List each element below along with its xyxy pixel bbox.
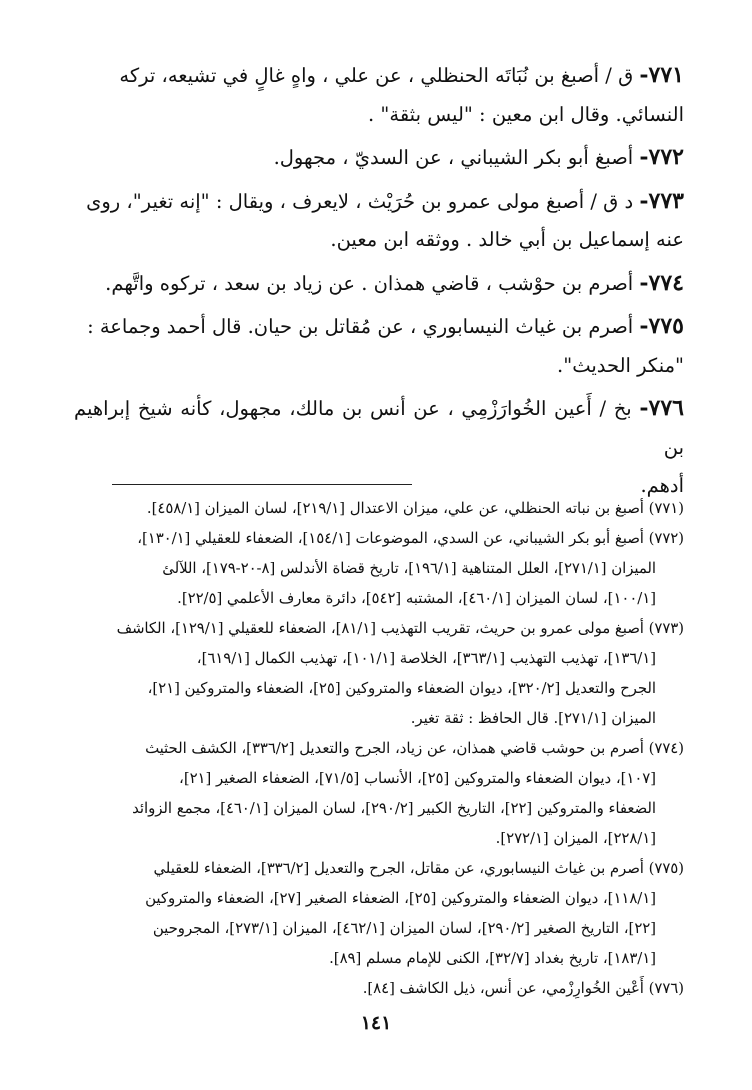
entry-line <box>74 138 684 178</box>
entries-list <box>74 56 684 510</box>
entry-text: أصبغ أبو بكر الشيباني ، عن السديّ ، مجهول. <box>273 146 634 169</box>
footnote <box>82 524 684 614</box>
entry-text: أصرم بن حوْشب ، قاضي همذان . عن زياد بن سعد ، تركوه واتَّهم. <box>105 271 634 295</box>
entry-number: ٧٧٦- <box>639 395 684 421</box>
entry-text: د ق / أصبغ مولى عمرو بن حُرَيْث ، لايعرف ، ويقال : "إنه تغير"، روى <box>86 189 634 213</box>
entry-line <box>74 307 684 347</box>
footnote <box>82 854 684 974</box>
narrator-entry <box>74 389 684 506</box>
entry-text: ق / أصبغ بن نُبَاتَه الحنظلي ، عن علي ، واهٍ غالٍ في تشيعه، تركه <box>119 64 634 87</box>
entry-line <box>74 221 684 260</box>
entry-text: عنه إسماعيل بن أبي خالد . ووثقه ابن معين. <box>330 228 684 251</box>
narrator-entry <box>74 307 684 385</box>
entry-line <box>74 96 684 135</box>
entry-text: أصرم بن غياث النيسابوري ، عن مُقاتل بن حيان. قال أحمد وجماعة : <box>87 315 634 338</box>
footnote-line: [١٠٠/١]، لسان الميزان [٤٦٠/١]، المشتبه [٥٤٢]، دائرة معارف الأعلمي [٢٢/٥]. <box>177 590 656 607</box>
footnote-line: الميزان [٢٧١/١]، العلل المتناهية [١٩٦/١]، تاريخ قضاة الأندلس [٨-٢٠-١٧٩]، اللآلئ <box>162 560 656 577</box>
footnote-line: (٧٧٢) أصبغ أبو بكر الشيباني، عن السدي، الموضوعات [١٥٤/١]، الضعفاء للعقيلي [١٣٠/١]، <box>137 530 684 547</box>
entry-number: ٧٧٤- <box>639 269 684 296</box>
entry-line <box>74 389 684 467</box>
footnote <box>82 734 684 854</box>
footnote <box>82 614 684 734</box>
entry-line <box>74 56 684 96</box>
entry-number: ٧٧٥- <box>639 313 684 339</box>
entry-text: أدهم. <box>640 474 684 497</box>
entry-number: ٧٧١- <box>639 62 684 88</box>
footnote-line: [١١٨/١]، ديوان الضعفاء والمتروكين [٢٥]، الضعفاء الصغير [٢٧]، الضعفاء والمتروكين <box>145 890 656 907</box>
entry-text: النسائي. وقال ابن معين : "ليس بثقة" . <box>368 102 684 126</box>
footnote-line: [٢٢]، التاريخ الصغير [٢٩٠/٢]، لسان الميزان [٤٦٢/١]، الميزان [٢٧٣/١]، المجروحين <box>152 920 656 937</box>
footnote-line: (٧٧٥) أصرم بن غياث النيسابوري، عن مقاتل، الجرح والتعديل [٣٣٦/٢]، الضعفاء للعقيلي <box>153 860 684 877</box>
footnote-line: (٧٧٤) أصرم بن حوشب قاضي همذان، عن زياد، الجرح والتعديل [٣٣٦/٢]، الكشف الحثيث <box>145 740 684 757</box>
footnotes-list <box>82 494 684 1004</box>
narrator-entry <box>74 56 684 134</box>
footnote-line: [١٨٣/١]، تاريخ بغداد [٣٢/٧]، الكنى للإمام مسلم [٨٩]. <box>329 950 656 967</box>
footnote-line: الضعفاء والمتروكين [٢٢]، التاريخ الكبير [٢٩٠/٢]، لسان الميزان [٤٦٠/١]، مجمع الزوائد <box>132 800 656 817</box>
narrator-entry <box>74 264 684 304</box>
entry-text: بخ / أَعين الخُوارَزْمِي ، عن أنس بن مالك، مجهول، كأنه شيخ إبراهيم بن <box>74 397 684 459</box>
footnote-line: [١٣٦/١]، تهذيب التهذيب [٣٦٣/١]، الخلاصة [١٠١/١]، تهذيب الكمال [٦١٩/١]، <box>196 650 656 667</box>
footnote <box>82 494 684 524</box>
entry-number: ٧٧٣- <box>639 187 684 214</box>
entry-line <box>74 264 684 304</box>
footnote <box>82 974 684 1004</box>
entry-line <box>74 347 684 386</box>
entry-number: ٧٧٢- <box>639 144 684 170</box>
footnote-line: [١٠٧]، ديوان الضعفاء والمتروكين [٢٥]، الأنساب [٧١/٥]، الضعفاء الصغير [٢١]، <box>179 770 656 787</box>
footnote-separator <box>112 484 412 485</box>
footnote-line: (٧٧٣) أصبغ مولى عمرو بن حريث، تقريب التهذيب [٨١/١]، الضعفاء للعقيلي [١٢٩/١]، الكاشف <box>116 620 684 637</box>
footnote-line: الجرح والتعديل [٣٢٠/٢]، ديوان الضعفاء والمتروكين [٢٥]، الضعفاء والمتروكين [٢١]، <box>147 680 656 697</box>
footnote-line: الميزان [٢٧١/١]. قال الحافظ : ثقة تغير. <box>410 710 656 727</box>
footnote-line: (٧٧٦) أَعْين الخُوارِزْمي، عن أنس، ذيل الكاشف [٨٤]. <box>362 980 684 997</box>
entry-line <box>74 182 684 222</box>
page-number: ١٤١ <box>360 1012 392 1034</box>
footnote-line: (٧٧١) أصبغ بن نباته الحنظلي، عن علي، ميزان الاعتدال [٢١٩/١]، لسان الميزان [٤٥٨/١]. <box>146 500 684 517</box>
entry-text: "منكر الحديث". <box>557 353 684 377</box>
footnote-line: [٢٢٨/١]، الميزان [٢٧٢/١]. <box>495 830 656 847</box>
narrator-entry <box>74 182 684 260</box>
narrator-entry <box>74 138 684 178</box>
